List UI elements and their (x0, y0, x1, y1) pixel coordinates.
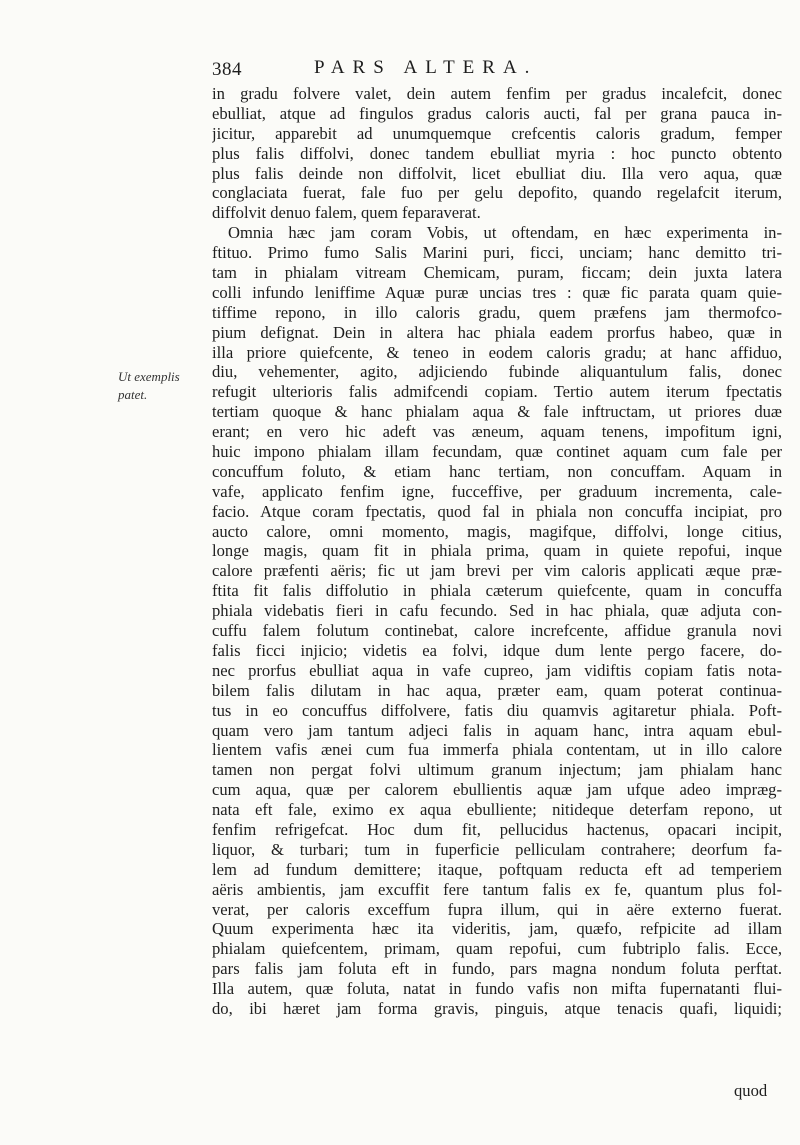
text-line: do, ibi hæret jam forma gravis, pinguis, atque tenacis quafi, liquidi; (212, 998, 782, 1018)
text-line: tam in phialam vitream Chemicam, puram, ficcam; dein juxta latera (212, 263, 782, 283)
text-line: phialam quiefcentem, primam, quam repofui, cum fubtriplo falis. Ecce, (212, 939, 782, 959)
marginal-note-line: Ut exemplis (118, 369, 180, 384)
text-line: in gradu folvere valet, dein autem fenfim per gradus incalefcit, donec (212, 84, 782, 103)
page-header (212, 57, 772, 83)
text-line: fenfim refrigefcat. Hoc dum fit, pellucidus hactenus, opacari incipit, (212, 819, 782, 839)
text-line: lem ad fundum demittere; itaque, poftquam reducta eft ad temperiem (212, 859, 782, 879)
text-line: calore præfenti aëris; fic ut jam brevi per vim caloris applicati æque præ- (212, 561, 782, 581)
text-line: diu, vehementer, agito, adjiciendo fubinde aliquantulum falis, donec (212, 362, 782, 382)
text-line: tamen non pergat folvi ultimum granum injectum; jam phialam hanc (212, 760, 782, 780)
text-line: pium defignat. Dein in altera hac phiala eadem prorfus habeo, quæ in (212, 322, 782, 342)
text-line: verat, per caloris exceffum fupra illum, qui in aëre externo fuerat. (212, 899, 782, 919)
text-line: Quum experimenta hæc ita videritis, jam, quæfo, refpicite ad illam (212, 919, 782, 939)
text-line: nec prorfus ebulliat aqua in vafe cupreo, jam vidiftis copiam fatis nota- (212, 660, 782, 680)
text-line: lientem vafis ænei cum fua immerfa phiala contentam, ut in illo calore (212, 740, 782, 760)
text-line: pars falis jam foluta eft in fundo, pars magna nondum foluta perftat. (212, 959, 782, 979)
text-line: aëris ambientis, jam excuffit fere tantum falis ex fe, quantum plus fol- (212, 879, 782, 899)
text-line: illa priore quiefcente, & teneo in eodem caloris gradu; at hanc affiduo, (212, 342, 782, 362)
text-line: ftituo. Primo fumo Salis Marini puri, ficci, unciam; hanc demitto tri- (212, 243, 782, 263)
text-line: cum aqua, quæ per calorem ebullientis aquæ jam ufque adeo impræg- (212, 780, 782, 800)
running-title: PARS ALTERA. (314, 57, 538, 78)
text-line: cuffu falem folutum continebat, calore increfcente, affidue granula novi (212, 621, 782, 641)
text-line: ftita fit falis diffolutio in phiala cæterum quiefcente, quam in concuffa (212, 581, 782, 601)
text-line: refugit ulterioris falis admifcendi copiam. Tertio autem iterum fpectatis (212, 382, 782, 402)
text-line: falis ficci injicio; videtis ea folvi, idque dum lente pergo facere, do- (212, 640, 782, 660)
marginal-note-line: patet. (118, 387, 148, 402)
text-line: aucto calore, omni momento, magis, magifque, diffolvi, longe citius, (212, 521, 782, 541)
text-line: plus falis diffolvi, donec tandem ebulliat myria : hoc puncto obtento (212, 143, 782, 163)
text-line: tiffime repono, in illo caloris gradu, quem præfens jam thermofco- (212, 302, 782, 322)
text-line: plus falis deinde non diffolvit, licet ebulliat diu. Illa vero aqua, quæ (212, 163, 782, 183)
text-line: ebulliat, atque ad fingulos gradus caloris aucti, fal per grana pauca in- (212, 103, 782, 123)
text-line: vafe, applicato fenfim igne, fucceffive, per graduum incrementa, cale- (212, 481, 782, 501)
text-line: colli infundo leniffime Aquæ puræ uncias tres : quæ fic parata quam quie- (212, 282, 782, 302)
text-line: jicitur, apparebit ad unumquemque crefcentis caloris gradum, femper (212, 123, 782, 143)
text-line: facio. Atque coram fpectatis, quod fal in phiala non concuffa incipiat, pro (212, 501, 782, 521)
text-line: tertiam quoque & hanc phialam aqua & fale inftructam, ut priores duæ (212, 402, 782, 422)
text-line: bilem falis dilutam in hac aqua, præter eam, quam poterat continua- (212, 680, 782, 700)
text-line: diffolvit denuo falem, quem feparaverat. (212, 203, 481, 223)
body-text (212, 84, 782, 1019)
text-line: erant; en vero hic adeft vas æneum, aquam tenens, impofitum igni, (212, 422, 782, 442)
text-line: phiala videbatis fieri in cafu fecundo. Sed in hac phiala, quæ adjuta con- (212, 601, 782, 621)
text-line: Omnia hæc jam coram Vobis, ut oftendam, en hæc experimenta in- (228, 223, 782, 243)
page-number: 384 (212, 59, 242, 80)
text-line: longe magis, quam fit in phiala prima, quam in quiete repofui, inque (212, 541, 782, 561)
text-line: huic impono phialam illam fecundam, quæ continet aquam cum fale per (212, 442, 782, 462)
text-line: tus in eo concuffus diffolvere, fatis diu quamvis agitaretur phiala. Poft- (212, 700, 782, 720)
text-line: Illa autem, quæ foluta, natat in fundo vafis non mifta fupernatanti flui- (212, 979, 782, 999)
text-line: conglaciata fuerat, fale fuo per gelu depofito, quando regelafcit iterum, (212, 183, 782, 203)
catchword: quod (734, 1081, 768, 1100)
marginal-note (118, 368, 198, 404)
text-line: liquor, & turbari; tum in fuperficie pelliculam contrahere; deorfum fa- (212, 839, 782, 859)
text-line: nata eft fale, eximo ex aqua ebulliente; nitideque deterfam repono, ut (212, 800, 782, 820)
text-line: concuffum foluto, & etiam hanc tertiam, non concuffam. Aquam in (212, 461, 782, 481)
text-line: quam vero jam tantum adjeci falis in aquam hanc, intra aquam ebul- (212, 720, 782, 740)
